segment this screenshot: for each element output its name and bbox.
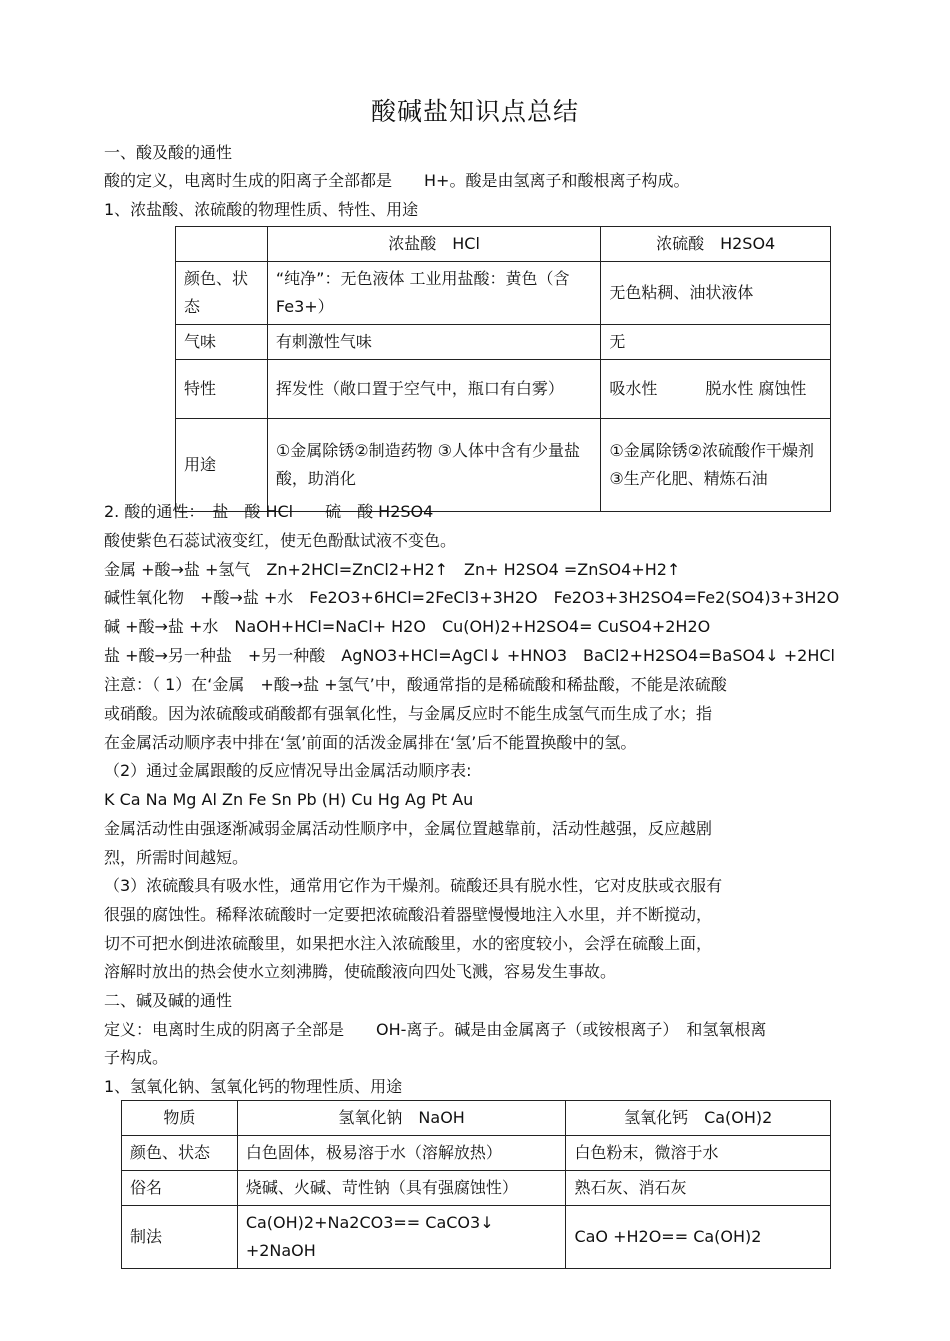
table-row <box>176 325 831 360</box>
table-header-cell: 物质 <box>122 1101 238 1136</box>
table-cell: 挥发性（敞口置于空气中，瓶口有白雾） <box>267 360 600 419</box>
equation-line: 碱性氧化物 +酸→盐 +水 Fe2O3+6HCl=2FeCl3+3H2O Fe2O3+3H2SO4=Fe2(SO4)3+3H2O <box>104 588 840 607</box>
paragraph-line: （3）浓硫酸具有吸水性，通常用它作为干燥剂。硫酸还具有脱水性，它对皮肤或衣服有 <box>104 876 723 895</box>
paragraph-line: 在金属活动顺序表中排在‘氢’前面的活泼金属排在‘氢’后不能置换酸中的氢。 <box>104 733 637 752</box>
activity-series: K Ca Na Mg Al Zn Fe Sn Pb (H) Cu Hg Ag Pt Au <box>104 790 474 809</box>
table-header-cell: 浓盐酸 HCl <box>267 227 600 262</box>
row-label: 气味 <box>176 325 268 360</box>
table-row <box>176 262 831 325</box>
table-header-cell: 氢氧化钠 NaOH <box>237 1101 566 1136</box>
table-row <box>176 419 831 512</box>
section-heading-acid: 一、酸及酸的通性 <box>104 143 233 162</box>
table-cell: Ca(OH)2+Na2CO3== CaCO3↓ +2NaOH <box>237 1206 566 1269</box>
table-cell: “纯净”：无色液体 工业用盐酸：黄色（含 Fe3+） <box>267 262 600 325</box>
row-label: 用途 <box>176 419 268 512</box>
acid-properties-table <box>175 226 831 512</box>
acid-definition: 酸的定义，电离时生成的阳离子全部都是 H+。酸是由氢离子和酸根离子构成。 <box>104 171 690 190</box>
paragraph-line: 或硝酸。因为浓硫酸或硝酸都有强氧化性，与金属反应时不能生成氢气而生成了水；指 <box>104 704 713 723</box>
table-header-row <box>122 1101 831 1136</box>
paragraph-line: 2. 酸的通性： 盐 酸 HCl 硫 酸 H2SO4 <box>104 502 434 521</box>
paragraph-line: （2）通过金属跟酸的反应情况导出金属活动顺序表: <box>104 761 472 780</box>
table-cell: 白色粉末，微溶于水 <box>566 1136 831 1171</box>
base-properties-table <box>121 1100 831 1269</box>
table-cell: ①金属除锈②制造药物 ③人体中含有少量盐酸，助消化 <box>267 419 600 512</box>
table-header-cell <box>176 227 268 262</box>
table-cell: 熟石灰、消石灰 <box>566 1171 831 1206</box>
paragraph-line: 酸使紫色石蕊试液变红，使无色酚酞试液不变色。 <box>104 531 457 550</box>
table-row <box>122 1206 831 1269</box>
equation-line: 碱 +酸→盐 +水 NaOH+HCl=NaCl+ H2O Cu(OH)2+H2SO4= CuSO4+2H2O <box>104 617 711 636</box>
table-cell: 烧碱、火碱、苛性钠（具有强腐蚀性） <box>237 1171 566 1206</box>
subsection-heading: 1、氢氧化钠、氢氧化钙的物理性质、用途 <box>104 1077 403 1096</box>
table-cell: 吸水性 脱水性 腐蚀性 <box>601 360 831 419</box>
paragraph-line: 注意：（ 1）在‘金属 +酸→盐 +氢气’中，酸通常指的是稀硫酸和稀盐酸，不能是浓硫酸 <box>104 675 727 694</box>
row-label: 俗名 <box>122 1171 238 1206</box>
equation-line: 金属 +酸→盐 +氢气 Zn+2HCl=ZnCl2+H2↑ Zn+ H2SO4 =ZnSO4+H2↑ <box>104 560 681 579</box>
document-title: 酸碱盐知识点总结 <box>370 97 579 126</box>
section-heading-base: 二、碱及碱的通性 <box>104 991 233 1010</box>
paragraph-line: 金属活动性由强逐渐减弱金属活动性顺序中，金属位置越靠前，活动性越强，反应越剧 <box>104 819 713 838</box>
subsection-heading: 1、浓盐酸、浓硫酸的物理性质、特性、用途 <box>104 200 419 219</box>
table-header-cell: 氢氧化钙 Ca(OH)2 <box>566 1101 831 1136</box>
paragraph-line: 切不可把水倒进浓硫酸里，如果把水注入浓硫酸里，水的密度较小，会浮在硫酸上面， <box>104 934 713 953</box>
table-cell: 有刺激性气味 <box>267 325 600 360</box>
table-row <box>122 1136 831 1171</box>
table-cell: CaO +H2O== Ca(OH)2 <box>566 1206 831 1269</box>
table-row <box>176 360 831 419</box>
paragraph-line: 很强的腐蚀性。稀释浓硫酸时一定要把浓硫酸沿着器壁慢慢地注入水里，并不断搅动， <box>104 905 713 924</box>
paragraph-line: 烈，所需时间越短。 <box>104 848 249 867</box>
row-label: 颜色、状态 <box>122 1136 238 1171</box>
table-cell: 无色粘稠、油状液体 <box>601 262 831 325</box>
paragraph-line: 溶解时放出的热会使水立刻沸腾，使硫酸液向四处飞溅，容易发生事故。 <box>104 962 617 981</box>
base-definition: 定义：电离时生成的阴离子全部是 OH-离子。碱是由金属离子（或铵根离子） 和氢氧根离 <box>104 1020 767 1039</box>
table-cell: ①金属除锈②浓硫酸作干燥剂③生产化肥、精炼石油 <box>601 419 831 512</box>
row-label: 颜色、状态 <box>176 262 268 325</box>
row-label: 制法 <box>122 1206 238 1269</box>
row-label: 特性 <box>176 360 268 419</box>
table-row <box>122 1171 831 1206</box>
equation-line: 盐 +酸→另一种盐 +另一种酸 AgNO3+HCl=AgCl↓ +HNO3 BaCl2+H2SO4=BaSO4↓ +2HCl <box>104 646 835 665</box>
table-header-row <box>176 227 831 262</box>
table-cell: 无 <box>601 325 831 360</box>
table-cell: 白色固体，极易溶于水（溶解放热） <box>237 1136 566 1171</box>
paragraph-line: 子构成。 <box>104 1048 169 1067</box>
table-header-cell: 浓硫酸 H2SO4 <box>601 227 831 262</box>
